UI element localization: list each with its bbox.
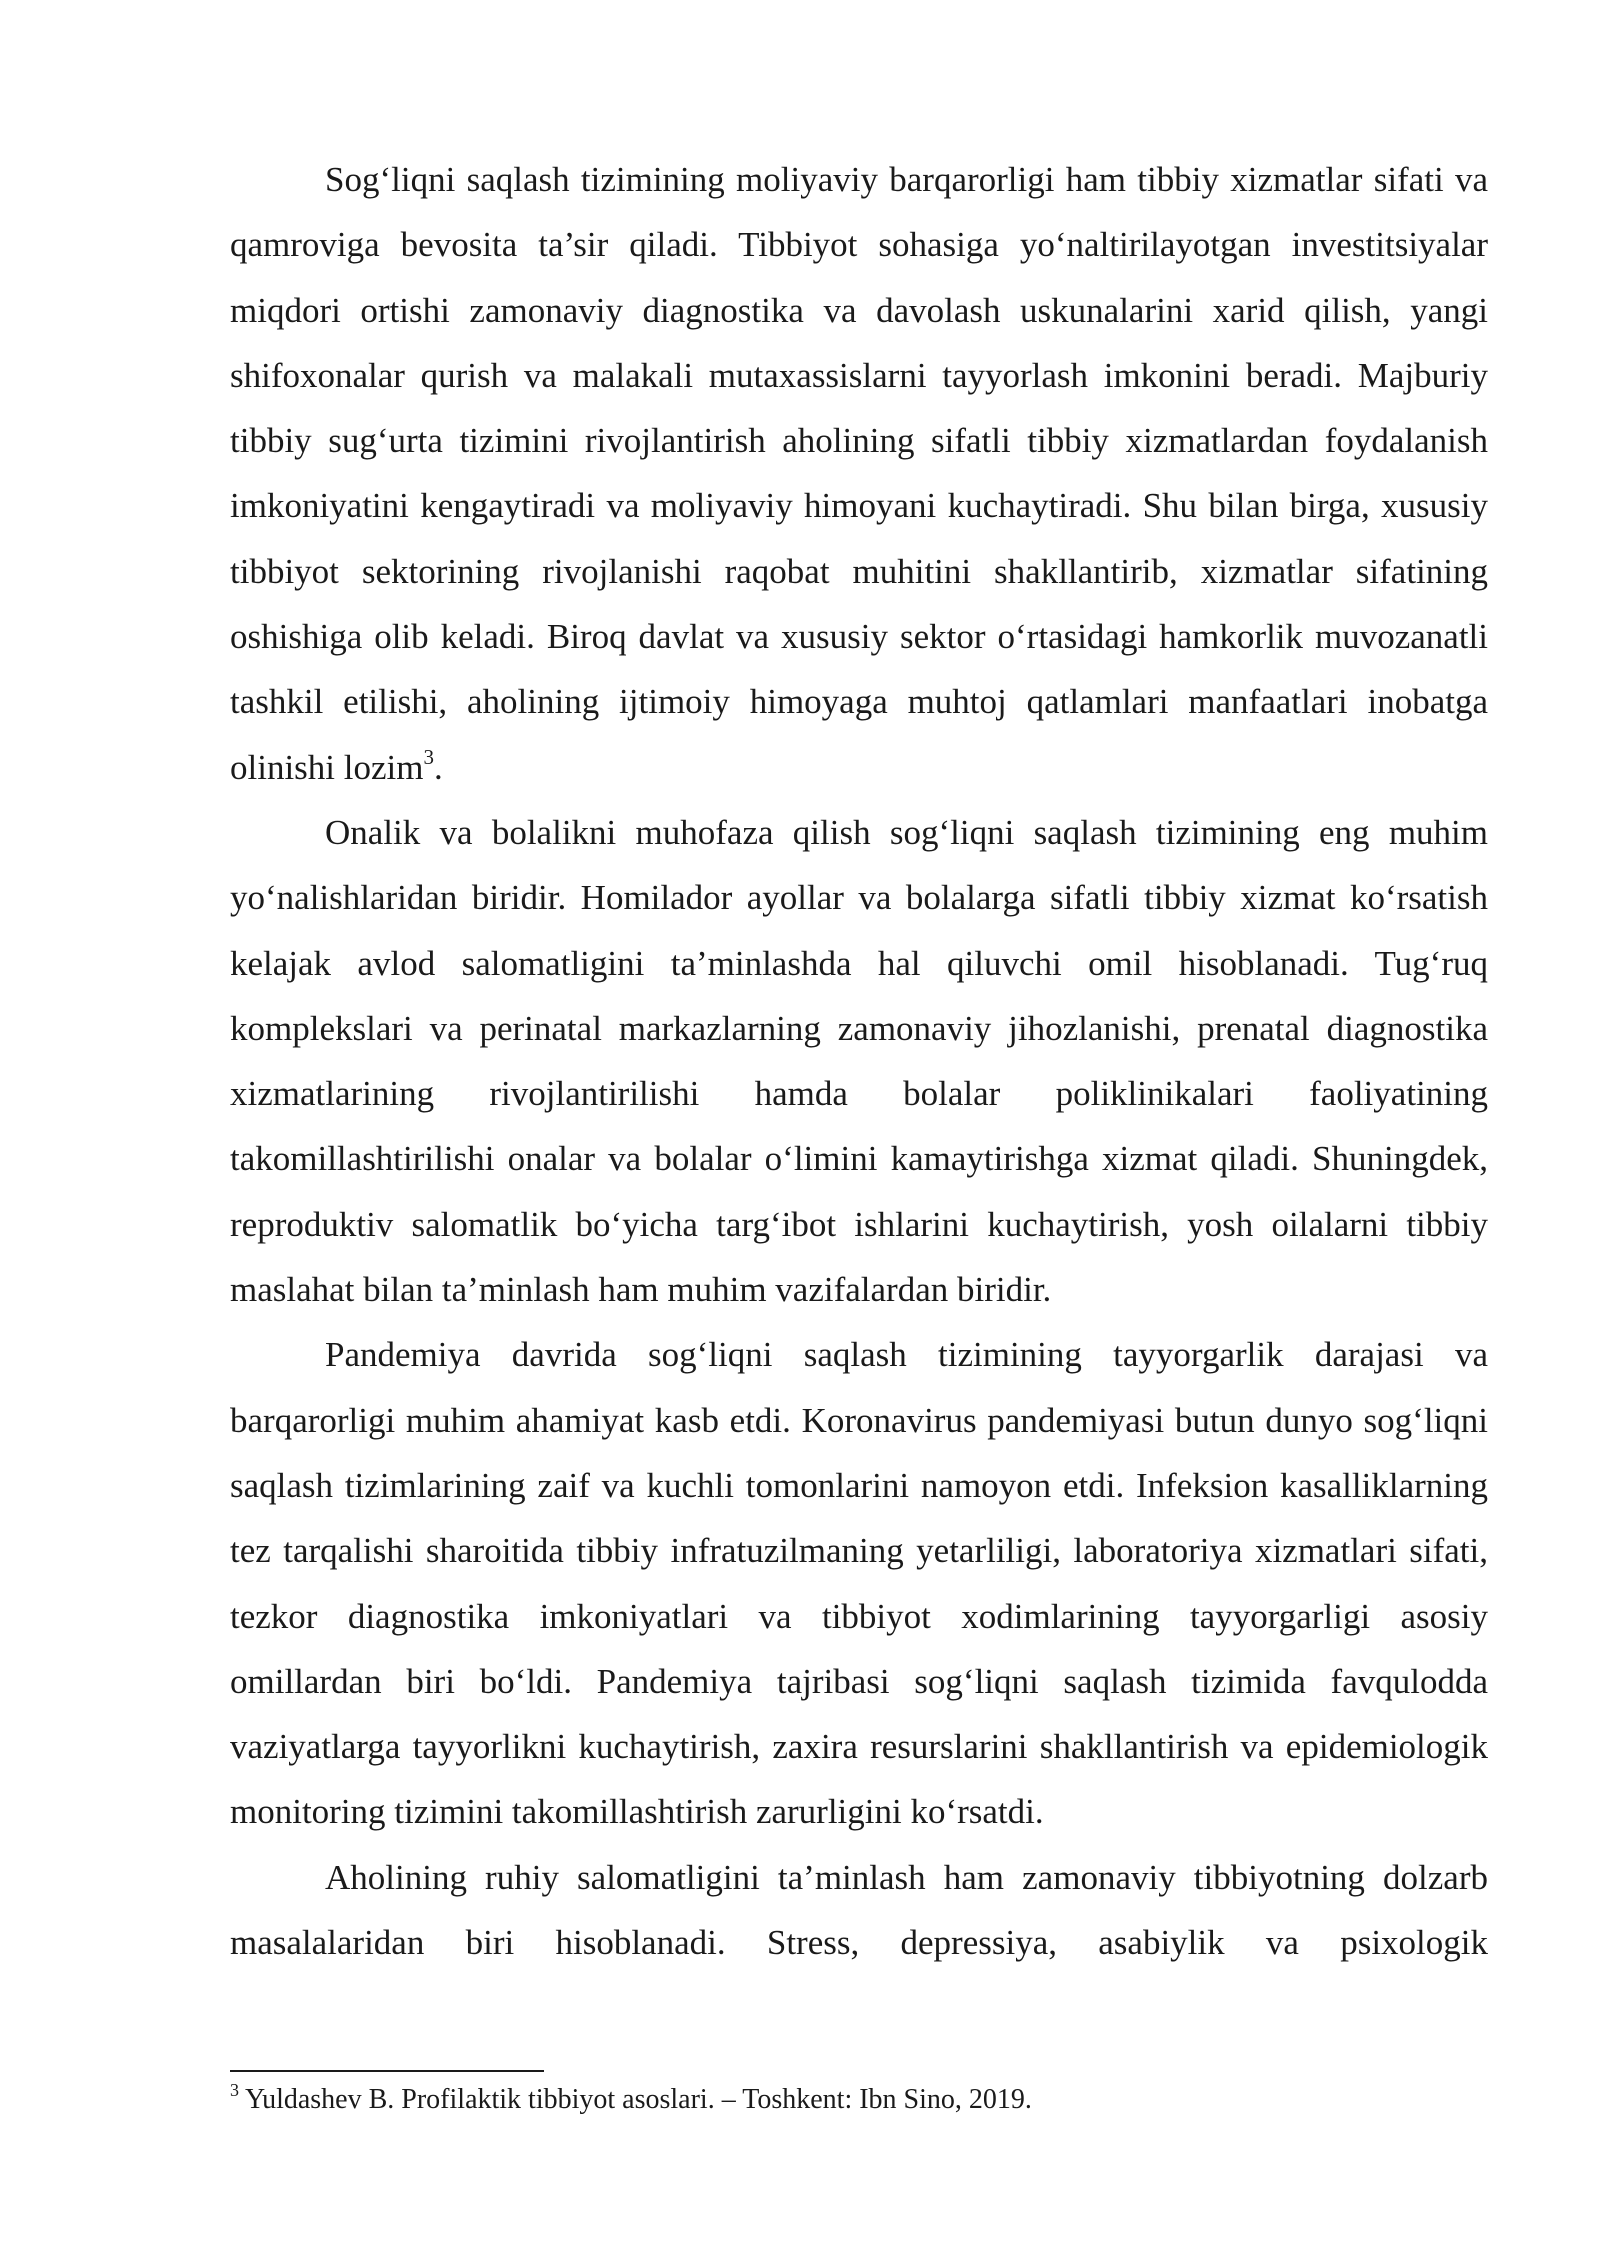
footnote <box>230 2080 1488 2120</box>
footnote-number: 3 <box>230 2079 239 2100</box>
footnote-reference: 3 <box>423 745 434 770</box>
footnote-text: Yuldashev B. Profilaktik tibbiyot asoslari. – Toshkent: Ibn Sino, 2019. <box>239 2084 1032 2115</box>
paragraph-mental-health <box>230 1845 1488 1976</box>
paragraph-pandemic-preparedness <box>230 1322 1488 1844</box>
paragraph-text: Onalik va bolalikni muhofaza qilish sog‘liqni saqlash tizimining eng muhim yo‘nalishlaridan biridir. Homilador ayollar va bolalarga sifatli tibbiy xizmat ko‘rsatish kelajak avlod salomatligini ta’minlashda hal qiluvchi omil hisoblanadi. Tug‘ruq komplekslari va perinatal markazlarning zamonaviy jihozlanishi, prenatal diagnostika xizmatlarining rivojlantirilishi hamda bolalar poliklinikalari faoliyatining takomillashtirilishi onalar va bolalar o‘limini kamaytirishga xizmat qiladi. Shuningdek, reproduktiv salomatlik bo‘yicha targ‘ibot ishlarini kuchaytirish, yosh oilalarni tibbiy maslahat bilan ta’minlash ham muhim vazifalardan biridir. <box>230 812 1488 1310</box>
footnote-separator <box>230 2070 544 2072</box>
paragraph-text: Aholining ruhiy salomatligini ta’minlash ham zamonaviy tibbiyotning dolzarb masalalaridan biri hisoblanadi. Stress, depressiya, asabiylik va psixologik <box>230 1857 1488 1963</box>
paragraph-financial-stability <box>230 147 1488 800</box>
paragraph-text: Sog‘liqni saqlash tizimining moliyaviy barqarorligi ham tibbiy xizmatlar sifati va qamroviga bevosita ta’sir qiladi. Tibbiyot sohasiga yo‘naltirilayotgan investitsiyalar miqdori ortishi zamonaviy diagnostika va davolash uskunalarini xarid qilish, yangi shifoxonalar qurish va malakali mutaxassislarni tayyorlash imkonini beradi. Majburiy tibbiy sug‘urta tizimini rivojlantirish aholining sifatli tibbiy xizmatlardan foydalanish imkoniyatini kengaytiradi va moliyaviy himoyani kuchaytiradi. Shu bilan birga, xususiy tibbiyot sektorining rivojlanishi raqobat muhitini shakllantirib, xizmatlar sifatining oshishiga olib keladi. Biroq davlat va xususiy sektor o‘rtasidagi hamkorlik muvozanatli tashkil etilishi, aholining ijtimoiy himoyaga muhtoj qatlamlari manfaatlari inobatga olinishi lozim <box>230 160 1488 787</box>
paragraph-text: Pandemiya davrida sog‘liqni saqlash tizimining tayyorgarlik darajasi va barqarorligi muhim ahamiyat kasb etdi. Koronavirus pandemiyasi butun dunyo sog‘liqni saqlash tizimlarining zaif va kuchli tomonlarini namoyon etdi. Infeksion kasalliklarning tez tarqalishi sharoitida tibbiy infratuzilmaning yetarliligi, laboratoriya xizmatlari sifati, tezkor diagnostika imkoniyatlari va tibbiyot xodimlarining tayyorgarligi asosiy omillardan biri bo‘ldi. Pandemiya tajribasi sog‘liqni saqlash tizimida favqulodda vaziyatlarga tayyorlikni kuchaytirish, zaxira resurslarini shakllantirish va epidemiologik monitoring tizimini takomillashtirish zarurligini ko‘rsatdi. <box>230 1335 1488 1832</box>
body-text <box>230 147 1488 1975</box>
paragraph-maternal-child-health <box>230 800 1488 1322</box>
paragraph-tail: . <box>433 747 443 787</box>
